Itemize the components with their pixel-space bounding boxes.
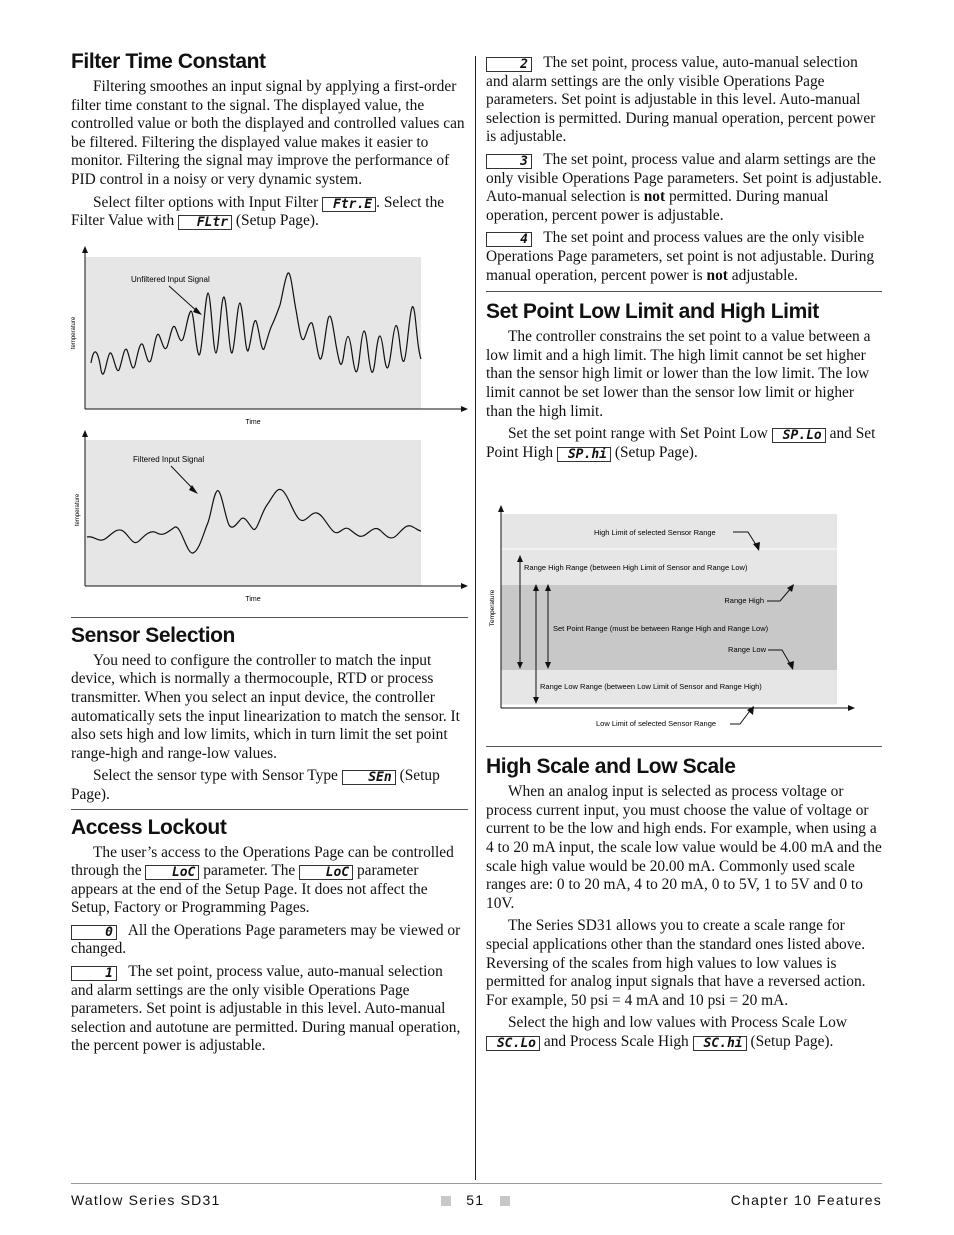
filter-paragraph-1: Filtering smoothes an input signal by applying a first-order filter time constant to the signal. The displayed value, the controlled value or both the displayed and controlled values can be filtered. Filtering the displayed value makes it easier to monitor. Filtering the signal may improve the performance of PID control in a noisy or very dynamic system. <box>71 78 465 188</box>
filter-heading: Filter Time Constant <box>71 50 266 73</box>
access-heading: Access Lockout <box>71 815 227 839</box>
right-column <box>486 54 882 1056</box>
lcd-level-0: 0 <box>71 925 117 940</box>
sensor-paragraph-2: Select the sensor type with Sensor Type SEn (Setup Page). <box>71 767 440 803</box>
access-paragraph-1: The user’s access to the Operations Page can be controlled through the LoC parameter. The LoC parameter appears at the end of the Setup Page. It does not affect the Setup, Factory or Programming Pages. <box>71 843 454 917</box>
unfiltered-label: Unfiltered Input Signal <box>131 274 210 284</box>
lcd-lockout: LoC <box>145 865 199 880</box>
left-column <box>71 50 468 1060</box>
footer-page-number: 51 <box>441 1192 510 1208</box>
scale-paragraph-2: The Series SD31 allows you to create a scale range for special applications other than the standard ones listed above. Reversing of the scales from high values to low values is permitted for analog input signals that have a reversed action. For example, 50 psi = 4 mA and 10 psi = 20 mA. <box>486 917 866 1009</box>
filtered-xlabel: Time <box>245 595 261 603</box>
label-range-high: Range High <box>724 596 764 606</box>
lcd-level-4: 4 <box>486 232 532 247</box>
lcd-setpoint-low: SP.Lo <box>772 428 826 443</box>
lcd-setpoint-high: SP.hi <box>557 447 611 462</box>
footer-product: Watlow Series SD31 <box>71 1192 221 1208</box>
label-high-limit: High Limit of selected Sensor Range <box>594 528 716 538</box>
access-item-1: 1 The set point, process value, auto-manual selection and alarm settings are the only visible Operations Page parameters. Set point is adjustable in this level. Auto-manual selection and autotune are permitted. During manual operation, the percent power is adjustable. <box>71 963 461 1055</box>
filtered-label: Filtered Input Signal <box>133 454 205 464</box>
scale-paragraph-1: When an analog input is selected as process voltage or process current input, you must choose the value of voltage or current to be the low and high ends. For example, when using a 4 to 20 mA input, the scale low value would be 4.00 mA and the scale high value would be 20.00 mA. Commonly used scale ranges are: 0 to 20 mA, 4 to 20 mA, 0 to 5V, 1 to 5V and 0 to 10V. <box>486 783 882 912</box>
range-ylabel: Temperature <box>489 590 496 627</box>
unfiltered-xlabel: Time <box>245 418 261 426</box>
sensor-heading: Sensor Selection <box>71 623 235 647</box>
range-diagram-svg <box>486 472 882 734</box>
label-set-point-range: Set Point Range (must be between Range High and Range Low) <box>553 624 769 634</box>
lcd-filter-value: FLtr <box>178 215 232 230</box>
label-range-high-range: Range High Range (between High Limit of Sensor and Range Low) <box>524 563 748 573</box>
scale-paragraph-3: Select the high and low values with Process Scale Low SC.Lo and Process Scale High SC.hi (Setup Page). <box>486 1014 882 1051</box>
filter-figure <box>71 235 468 605</box>
lcd-sensor-type: SEn <box>342 770 396 785</box>
unfiltered-ylabel: temperature <box>71 316 77 349</box>
range-figure <box>486 472 882 734</box>
label-range-low: Range Low <box>728 645 766 655</box>
filter-charts-svg <box>71 235 468 605</box>
column-divider <box>475 56 476 1180</box>
lcd-level-2: 2 <box>486 57 532 72</box>
lcd-level-3: 3 <box>486 154 532 169</box>
lcd-scale-low: SC.Lo <box>486 1036 540 1051</box>
setpoint-paragraph-1: The controller constrains the set point to a value between a low limit and a high limit. The high limit cannot be set higher than the sensor high limit or lower than the low limit. The low limit cannot be set lower than the sensor low limit or higher than the high limit. <box>486 328 871 420</box>
access-item-4: 4 The set point and process values are the only visible Operations Page parameters, set point is not adjustable. During manual operation, percent power is not adjustable. <box>486 229 875 284</box>
label-range-low-range: Range Low Range (between Low Limit of Sensor and Range High) <box>540 682 762 692</box>
page-footer <box>71 1183 882 1216</box>
filter-paragraph-2: Select filter options with Input Filter Ftr.E . Select the Filter Value with FLtr (Setup Page). <box>71 193 445 231</box>
access-item-3: 3 The set point, process value and alarm settings are the only visible Operations Page parameters. Set point is adjustable. Auto-manual selection is not permitted. During manual operation, percent power is adjustable. <box>486 150 882 224</box>
setpoint-heading: Set Point Low Limit and High Limit <box>486 300 819 324</box>
filtered-ylabel: temperature <box>75 493 81 526</box>
footer-chapter: Chapter 10 Features <box>730 1192 882 1208</box>
sensor-paragraph-1: You need to configure the controller to match the input device, which is normally a thermocouple, RTD or process transmitter. When you select an input device, the controller automatically sets the input linearization to match the sensor. It also sets high and low limits, which in turn limit the set point range-high and range-low values. <box>71 651 460 762</box>
scale-heading: High Scale and Low Scale <box>486 755 736 779</box>
lcd-scale-high: SC.hi <box>693 1036 747 1051</box>
setpoint-paragraph-2: Set the set point range with Set Point Low SP.Lo and Set Point High SP.hi (Setup Page). <box>486 425 876 462</box>
lcd-input-filter: Ftr.E <box>322 197 376 212</box>
lcd-level-1: 1 <box>71 966 117 981</box>
lcd-lockout-2: LoC <box>299 865 353 880</box>
access-item-0: 0 All the Operations Page parameters may be viewed or changed. <box>71 921 461 958</box>
access-item-2: 2 The set point, process value, auto-manual selection and alarm settings are the only visible Operations Page parameters. Set point is adjustable in this level. Auto-manual selection is permitted. During manual operation, percent power is adjustable. <box>486 54 876 146</box>
label-low-limit: Low Limit of selected Sensor Range <box>596 719 717 729</box>
